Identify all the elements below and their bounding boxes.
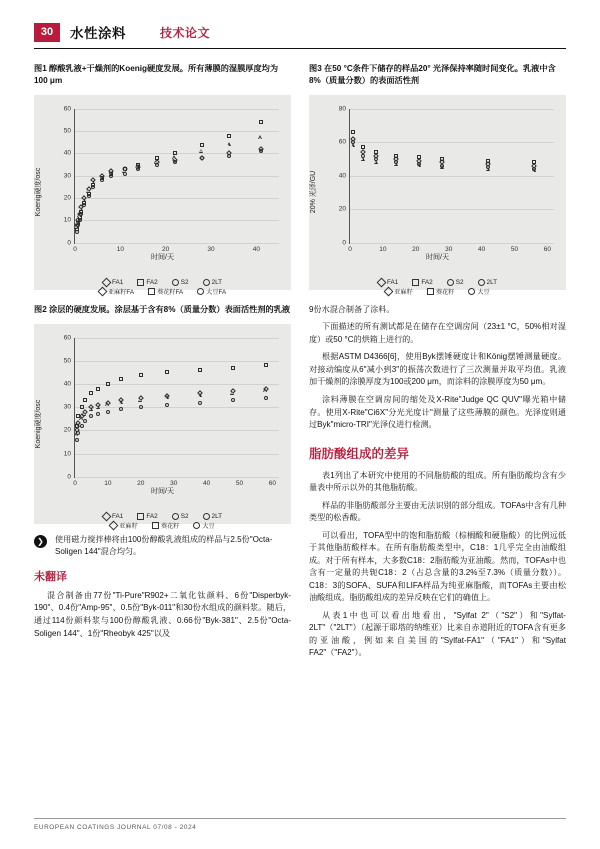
diamond-marker-icon [101,277,111,287]
section-label: 技术论文 [160,25,211,40]
section-subheading: 脂肪酸组成的差异 [309,446,410,461]
y-axis-tick: 0 [67,239,71,247]
page-header [34,0,566,48]
gridline [350,176,554,177]
figure-1-caption: 图1 醇酸乳液+干燥剂的Koenig硬度发展。所有薄膜的湿膜厚度均为100 μm [34,64,279,85]
data-point [123,172,127,176]
data-point [136,167,140,171]
x-axis-tick: 60 [268,479,277,487]
x-axis-tick: 60 [543,245,552,253]
figure-2-legend [34,513,291,520]
data-point [83,398,87,402]
x-axis-tick: 0 [73,245,77,253]
diamond-marker-icon [101,511,111,521]
data-point [119,400,123,404]
legend-label: 葵花籽FA [157,288,184,296]
y-axis-tick: 50 [63,127,71,135]
legend-item [203,279,223,286]
data-point [165,395,169,399]
legend-label: 亚麻籽 [119,522,138,530]
data-point [486,159,490,163]
data-point [155,163,159,167]
data-point [351,130,355,134]
figure-2-legend-secondary [34,521,291,530]
legend-item [412,279,432,286]
data-point [173,160,177,164]
data-point [96,412,100,416]
legend-label: 葵花籽 [435,288,455,296]
x-axis-tick: 40 [202,479,211,487]
circle-marker-icon [193,522,200,529]
x-axis-tick: 30 [207,245,215,253]
paragraph: 9份水混合制备了涂料。 [309,304,395,314]
figure-3-y-label: 20% 光泽/GU [310,171,317,214]
data-point [165,370,169,374]
x-axis-tick: 0 [73,479,77,487]
y-axis-tick: 60 [63,334,71,342]
left-body-text [34,590,291,640]
y-axis-tick: 30 [63,403,71,411]
x-axis-tick: 50 [510,245,519,253]
legend-label: FA2 [421,278,433,286]
diamond-marker-icon [109,520,119,530]
header-divider [34,48,566,49]
data-point [82,203,86,207]
legend-label: 2LT [486,278,498,286]
legend-item [447,279,464,286]
figure-2-plot-area [63,334,279,487]
data-point [200,143,204,147]
legend-label: FA2 [146,278,158,286]
right-body-text [309,304,566,432]
data-point [87,194,91,198]
data-point [96,387,100,391]
y-axis-tick: 10 [63,216,71,224]
data-point [96,405,100,409]
legend-label: FA1 [111,512,124,520]
x-axis-tick: 10 [116,245,124,253]
square-marker-icon [152,522,159,529]
y-axis-tick: 60 [63,105,71,113]
data-point [198,401,202,405]
footer-divider [34,818,566,819]
gridline [75,361,279,362]
legend-item [103,279,123,286]
right-body-text-2 [309,470,566,660]
y-axis-tick: 0 [342,239,346,247]
paragraph: 样品的非脂肪酸部分主要由无法识别的部分组成。TOFAs中含有几种类型的松香酸。 [309,500,566,523]
data-point [100,178,104,182]
square-marker-icon [137,279,144,286]
figure-1-chart [34,95,291,296]
data-point [374,150,378,154]
data-point [230,391,234,395]
legend-label: 亚麻籽 [394,288,413,296]
left-column [34,63,291,665]
bullet-note-row [34,534,291,558]
data-point [532,160,536,164]
footer-text: EUROPEAN COATINGS JOURNAL 07/08 - 2024 [34,824,197,831]
data-point [231,398,235,402]
paragraph: 混合制备由77份"Ti-Pure"R902+二氧化钛颜料、6份"Disperbyk-190"、0.4份"Amp-95"、0.5份"Byk-011"和30份水组成的颜料浆。随后，通过114份颜料浆与100份醇酸乳液、0.66份"Byk-381"、2.5份"Octa-Soligen 144"、1份"Rheobyk 425"以及 [34,590,291,638]
legend-label: 亚麻籽FA [107,288,135,296]
data-point [138,398,142,402]
circle-marker-icon [197,288,204,295]
gridline [350,142,554,143]
triangle-marker-icon [447,279,454,286]
content-columns [34,63,566,665]
x-axis-tick: 40 [477,245,486,253]
data-point [200,156,204,160]
data-point [82,198,86,202]
data-point [106,382,110,386]
right-column [309,63,566,665]
legend-label: S2 [180,278,189,286]
y-axis-tick: 50 [63,357,71,365]
y-axis-tick: 80 [338,105,346,113]
legend-item [378,279,398,286]
data-point [82,412,86,416]
gridline [350,109,554,110]
data-point [119,407,123,411]
data-point [198,368,202,372]
figure-2-chart [34,324,291,530]
legend-label: FA1 [386,278,399,286]
square-marker-icon [412,279,419,286]
paragraph: 下面描述的所有测试都是在储存在空调房间（23±1 °C，50%相对湿度）或50 °C的烘箱上进行的。 [309,322,566,344]
diamond-marker-icon [97,286,107,296]
figure-2-y-label: Koenig硬度/osc [35,399,42,448]
legend-item [99,287,134,296]
y-axis-tick: 20 [63,426,71,434]
legend-item [385,287,413,296]
legend-label: FA2 [146,512,158,520]
data-point [139,373,143,377]
x-axis-tick: 10 [379,245,387,253]
x-axis-tick: 30 [445,245,453,253]
gridline [350,209,554,210]
y-axis-tick: 30 [63,172,71,180]
triangle-marker-icon [172,279,179,286]
gridline [75,131,279,132]
y-axis-tick: 40 [338,172,346,180]
x-axis-tick: 20 [137,479,145,487]
legend-item [203,513,223,520]
y-axis-tick: 20 [338,205,346,213]
data-point [105,402,109,406]
paragraph: 根据ASTM D4366[6]，使用Byk摆锤硬度计和König摆锤测量硬度。对接动编度从6"减小到3"的振荡次数进行了三次测量并取平均值。乳液加干燥剂的涂膜厚度为100或200 μm，而涂料的涂膜厚度为50 μm。 [309,352,566,387]
x-axis-tick: 10 [104,479,112,487]
data-point [227,154,231,158]
x-axis-tick: 40 [252,245,260,253]
data-point [80,405,84,409]
data-point [264,396,268,400]
y-axis-tick: 10 [63,450,71,457]
data-point [89,407,93,411]
data-point [139,405,143,409]
data-point [172,155,176,159]
data-point [75,438,79,442]
legend-label: S2 [180,512,189,520]
data-point [361,154,365,158]
triangle-marker-icon [172,513,179,520]
data-point [258,135,262,139]
gridline [75,338,279,339]
data-point [83,419,87,423]
circle-marker-icon [468,288,475,295]
figure-1-plot-area [63,105,279,253]
figure-1-x-label: 时间/天 [151,253,174,261]
y-axis-tick: 0 [67,473,71,481]
data-point [165,403,169,407]
data-point [76,223,80,227]
untranslated-heading: 未翻译 [34,570,67,583]
diamond-marker-icon [384,286,394,296]
data-point [86,189,90,193]
legend-item [193,521,214,530]
figure-3-legend [309,279,566,286]
figure-2-caption: 图2 涂层的硬度发展。涂层基于含有8%（质量分数）表面活性剂的乳液 [34,304,291,314]
data-point [227,142,231,146]
legend-label: 大豆 [477,288,490,296]
figure-1-legend-secondary [34,287,291,296]
legend-item [172,279,189,286]
legend-item [137,279,157,286]
data-point [440,157,444,161]
legend-label: 葵花籽 [160,522,180,530]
legend-item [103,513,123,520]
x-axis-tick: 20 [162,245,170,253]
diamond-marker-icon [376,277,386,287]
page-footer [34,818,566,831]
gridline [75,109,279,110]
x-axis-tick: 20 [412,245,420,253]
gridline [75,153,279,154]
legend-item [110,521,138,530]
bullet-note-text: 使用磁力搅拌棒将由100份醇酸乳液组成的样品与2.5份"Octa-Soligen 144"混合均匀。 [55,534,273,556]
figure-3-plot-area [338,105,554,253]
data-point [109,174,113,178]
data-point [198,393,202,397]
paragraph: 从表1中也可以看出地看出，"Sylfat 2"（"S2"）和"Sylfat-2LT"（"2LT"）（起源于耶塔的纳维亚）比来自赤道附近的TOFA含有更多的亚油酸，例如来自美国的"Sylfat-FA1"（"FA1"）和"Sylfat FA2"（"FA2"）。 [309,610,566,658]
legend-item [152,521,180,530]
figure-3-x-label: 时间/天 [426,253,449,261]
legend-item [197,287,226,296]
legend-item [468,287,489,296]
data-point [76,431,80,435]
data-point [231,366,235,370]
figure-2-x-label: 时间/天 [151,487,174,495]
legend-item [427,287,455,296]
y-axis-tick: 40 [63,149,71,157]
data-point [89,391,93,395]
gridline [75,243,279,244]
data-point [227,134,231,138]
arrow-bullet-icon: ❯ [34,535,47,548]
data-point [89,414,93,418]
square-marker-icon [148,288,155,295]
legend-item [478,279,498,286]
data-point [80,424,84,428]
y-axis-tick: 60 [338,138,346,146]
data-point [75,230,79,234]
data-point [119,377,123,381]
gridline [75,454,279,455]
figure-1-legend [34,279,291,286]
data-point [91,185,95,189]
legend-item [172,513,189,520]
legend-label: FA1 [111,278,124,286]
data-point [264,363,268,367]
legend-label: 2LT [211,512,223,520]
data-point [361,145,365,149]
y-axis-tick: 40 [63,380,71,388]
data-point [263,388,267,392]
x-axis-tick: 0 [348,245,352,253]
legend-label: 大豆 [202,522,215,530]
x-axis-tick: 50 [235,479,244,487]
gridline [75,430,279,431]
legend-item [137,513,157,520]
gridline [75,407,279,408]
gridline [75,176,279,177]
legend-label: S2 [455,278,464,286]
paragraph: 表1列出了本研究中使用的不同脂肪酸的组成。所有脂肪酸均含有少量表中所示以外的其他脂肪酸。 [309,470,566,493]
circle-marker-icon [203,513,210,520]
legend-label: 2LT [211,278,223,286]
data-point [417,155,421,159]
data-point [259,120,263,124]
figure-1-y-label: Koenig硬度/osc [35,167,42,217]
data-point [79,207,83,211]
data-point [91,180,95,184]
figure-3-legend-secondary [309,287,566,296]
data-point [106,410,110,414]
data-point [199,149,203,153]
paragraph: 涂料薄膜在空调房间的缩处及X-Rite"Judge QC QUV"曝光箱中储存。使用X-Rite"Ci6X"分光光度计"测量了这些薄膜的颜色。光泽度则通过Byk"micro-TRI"光泽仪进行检测。 [309,394,566,430]
square-marker-icon [427,288,434,295]
x-axis-tick: 30 [170,479,178,487]
square-marker-icon [137,513,144,520]
page-title: 水性涂料 [70,26,126,41]
figure-3-chart [309,95,566,296]
data-point [79,212,83,216]
y-axis-tick: 20 [63,194,71,202]
paragraph: 可以看出，TOFA型中的饱和脂肪酸（棕榈酸和硬脂酸）的比例远低于其他脂肪酸样本。在所有脂肪酸类型中，C18：1几乎完全由油酸组成。对于所有样本，大多数C18：2脂肪酸为亚油酸。然而，TOFAs中也含有一定量的共轭C18：2（占总含量的3.2%至7.3%（质量分数））。C18：3的SOFA、SUFA和LIFA样品为纯亚麻脂酸，而TOFAs主要由松油酸组成。脂肪酸组成的差异反映在它们的确值上。 [309,530,566,603]
circle-marker-icon [478,279,485,286]
legend-item [148,287,183,296]
gridline [75,220,279,221]
data-point [440,164,444,168]
gridline [75,198,279,199]
circle-marker-icon [203,279,210,286]
legend-label: 大豆FA [206,288,227,296]
page-number-badge: 30 [34,23,60,42]
data-point [394,154,398,158]
figure-3-caption: 图3 在50 °C条件下储存的样品20° 光泽保持率随时间变化。乳液中含8%（质量分数）的表面活性剂 [309,64,556,85]
